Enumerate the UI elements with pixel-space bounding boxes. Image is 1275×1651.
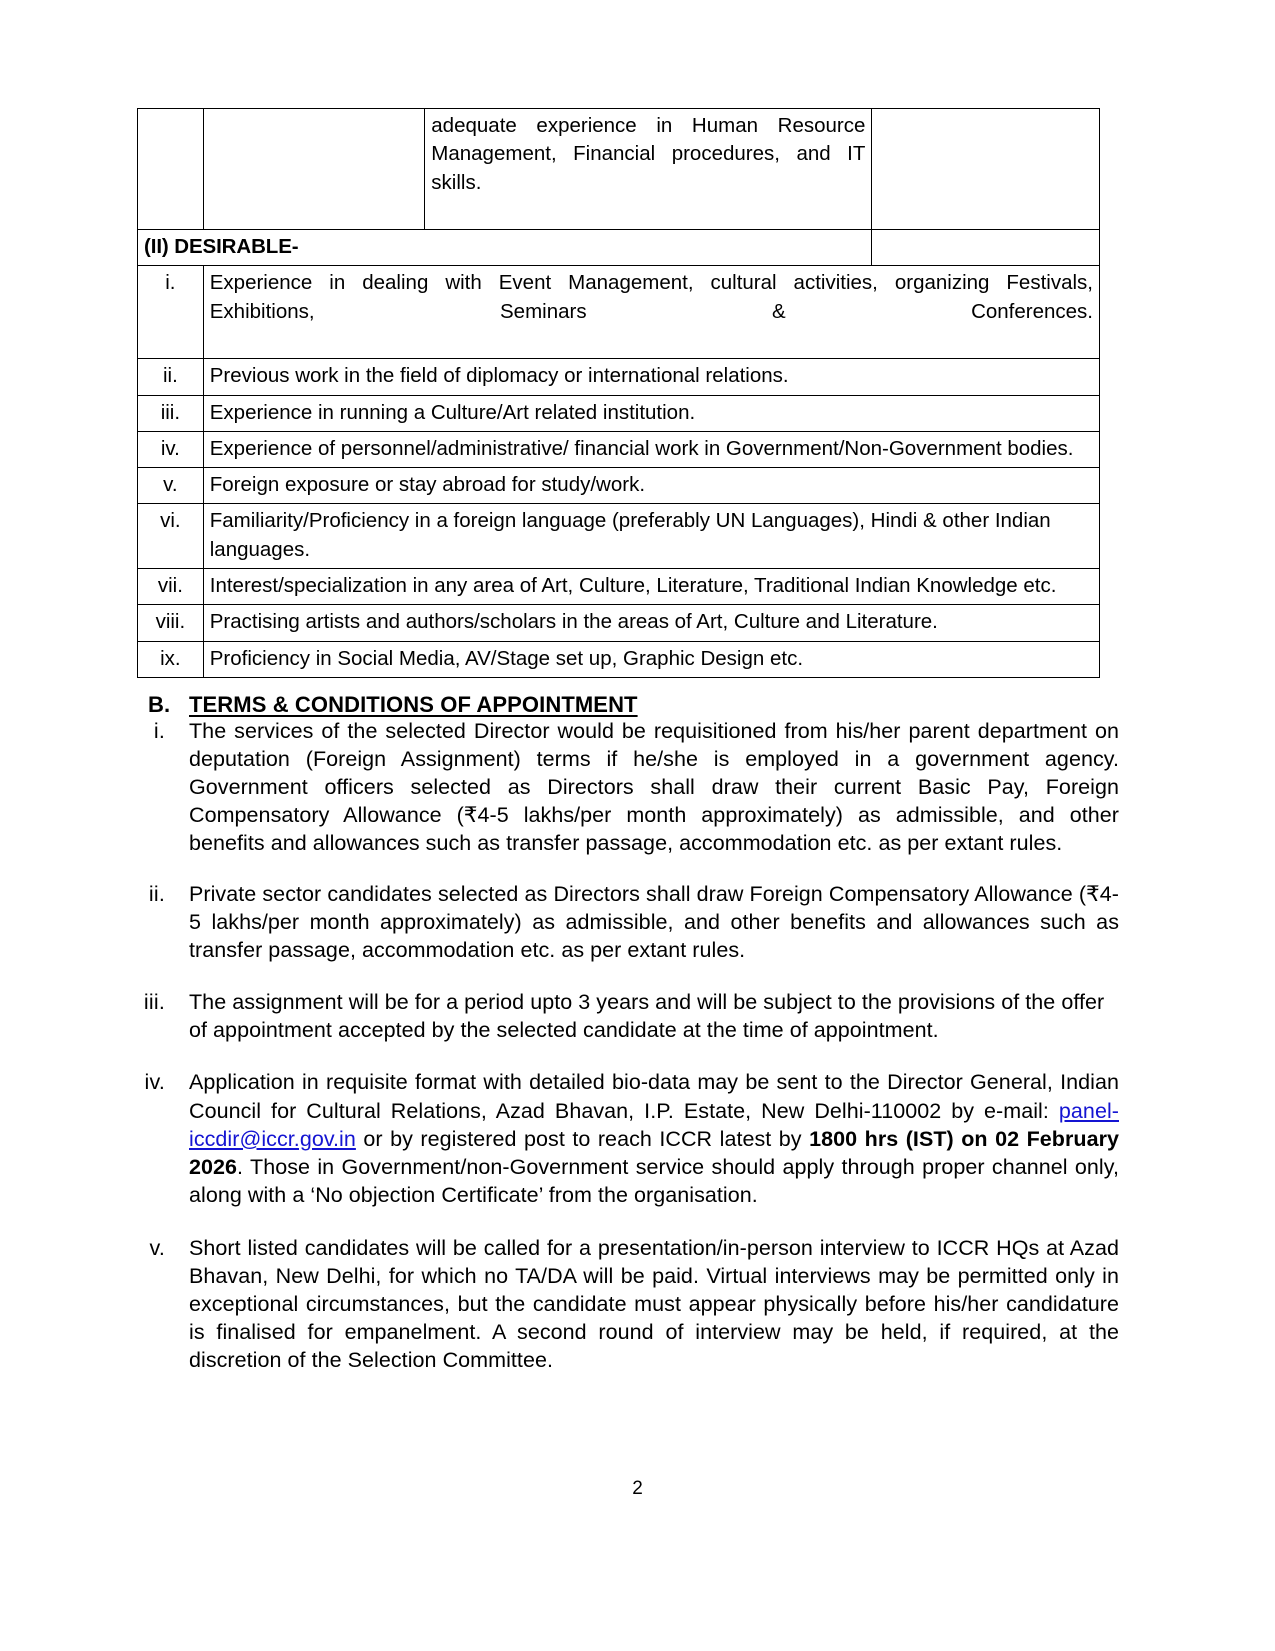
row-text: Foreign exposure or stay abroad for study/work. [203, 468, 1099, 504]
table-row [138, 266, 1100, 359]
list-item-text: The assignment will be for a period upto 3 years and will be subject to the provisions of the offer of appointment accepted by the selected candidate at the time of appointment. [189, 990, 1105, 1043]
table-row-continued [138, 109, 1100, 230]
row-numeral: iii. [138, 395, 204, 431]
table-row [138, 359, 1100, 395]
desirable-header-label: (II) DESIRABLE- [138, 230, 872, 266]
section-b-title: TERMS & CONDITIONS OF APPOINTMENT [189, 692, 638, 717]
table-row [138, 395, 1100, 431]
row-numeral: i. [138, 266, 204, 359]
row-text: Experience in running a Culture/Art related institution. [203, 395, 1099, 431]
row-numeral: iv. [138, 431, 204, 467]
table-row [138, 605, 1100, 641]
row-text: Familiarity/Proficiency in a foreign language (preferably UN Languages), Hindi & other Indian languages. [203, 504, 1099, 569]
row-numeral: vi. [138, 504, 204, 569]
application-intro-text: Application in requisite format with detailed bio-data may be sent to the Director General, Indian Council for Cultural Relations, Azad Bhavan, I.P. Estate, New Delhi-110002 by e-mail: [189, 1070, 1119, 1123]
cell-continued-remarks [872, 109, 1100, 230]
desirable-header-blank [872, 230, 1100, 266]
list-item-numeral: i. [153, 719, 165, 743]
cell-continued-post [203, 109, 425, 230]
cell-continued-sno [138, 109, 204, 230]
section-b-letter: B. [148, 692, 171, 717]
row-numeral: vii. [138, 568, 204, 604]
section-b-heading [148, 692, 638, 718]
continued-qualification-text: adequate experience in Human Resource Management, Financial procedures, and IT skills. [431, 114, 866, 194]
list-item [124, 717, 1119, 857]
row-text: Practising artists and authors/scholars in the areas of Art, Culture and Literature. [203, 605, 1099, 641]
row-numeral: ix. [138, 641, 204, 677]
desirable-requirements-table [137, 108, 1100, 678]
row-text: Proficiency in Social Media, AV/Stage set up, Graphic Design etc. [203, 641, 1099, 677]
row-numeral: v. [138, 468, 204, 504]
table-row [138, 468, 1100, 504]
row-text: Interest/specialization in any area of Art, Culture, Literature, Traditional Indian Knowledge etc. [203, 568, 1099, 604]
table-row [138, 641, 1100, 677]
table-row [138, 504, 1100, 569]
list-item-numeral: iv. [144, 1070, 165, 1095]
list-item-text: Short listed candidates will be called for a presentation/in-person interview to ICCR HQs at Azad Bhavan, New Delhi, for which no TA/DA will be paid. Virtual interviews may be permitted only in exceptional circumstances, but the candidate must appear physically before his/her candidature is finalised for empanelment. A second round of interview may be held, if required, at the discretion of the Selection Committee. [189, 1235, 1119, 1372]
row-text: Experience of personnel/administrative/ financial work in Government/Non-Government bodies. [203, 431, 1099, 467]
list-item-numeral: iii. [143, 990, 165, 1015]
terms-and-conditions-list [124, 717, 1119, 1394]
list-item-numeral: v. [149, 1235, 165, 1260]
application-post-text: or by registered post to reach ICCR latest by [355, 1126, 810, 1151]
list-item-text: The services of the selected Director would be requisitioned from his/her parent department on deputation (Foreign Assignment) terms if he/she is employed in a government agency. Government officers selected as Directors shall draw their current Basic Pay, Foreign Compensatory Allowance (₹4-5 lakhs/per month approximately) as admissible, and other benefits and allowances such as transfer passage, accommodation etc. as per extant rules. [189, 719, 1119, 856]
row-text: Experience in dealing with Event Management, cultural activities, organizing Festivals, Exhibitions, Seminars & Conferences. [203, 266, 1099, 359]
table-row-desirable-header [138, 230, 1100, 266]
table-row [138, 568, 1100, 604]
row-numeral: ii. [138, 359, 204, 395]
list-item-text [189, 1068, 1119, 1208]
list-item-text: Private sector candidates selected as Directors shall draw Foreign Compensatory Allowance (₹4-5 lakhs/per month approximately) as admissible, and other benefits and allowances such as transfer passage, accommodation etc. as per extant rules. [189, 882, 1119, 963]
row-text: Previous work in the field of diplomacy or international relations. [203, 359, 1099, 395]
list-item-numeral: ii. [148, 882, 165, 907]
cell-continued-qualification [425, 109, 872, 230]
page-number: 2 [632, 1478, 643, 1499]
list-item [124, 988, 1119, 1044]
application-email-link[interactable]: panel-iccdir@iccr.gov.in [189, 1098, 1119, 1151]
list-item [124, 880, 1119, 964]
list-item [124, 1234, 1119, 1374]
application-deadline: 1800 hrs (IST) on 02 February 2026 [189, 1126, 1120, 1179]
row-numeral: viii. [138, 605, 204, 641]
list-item [124, 1068, 1119, 1208]
application-tail-text: . Those in Government/non-Government service should apply through proper channel only, along with a ‘No objection Certificate’ from the organisation. [189, 1154, 1119, 1207]
table-row [138, 431, 1100, 467]
